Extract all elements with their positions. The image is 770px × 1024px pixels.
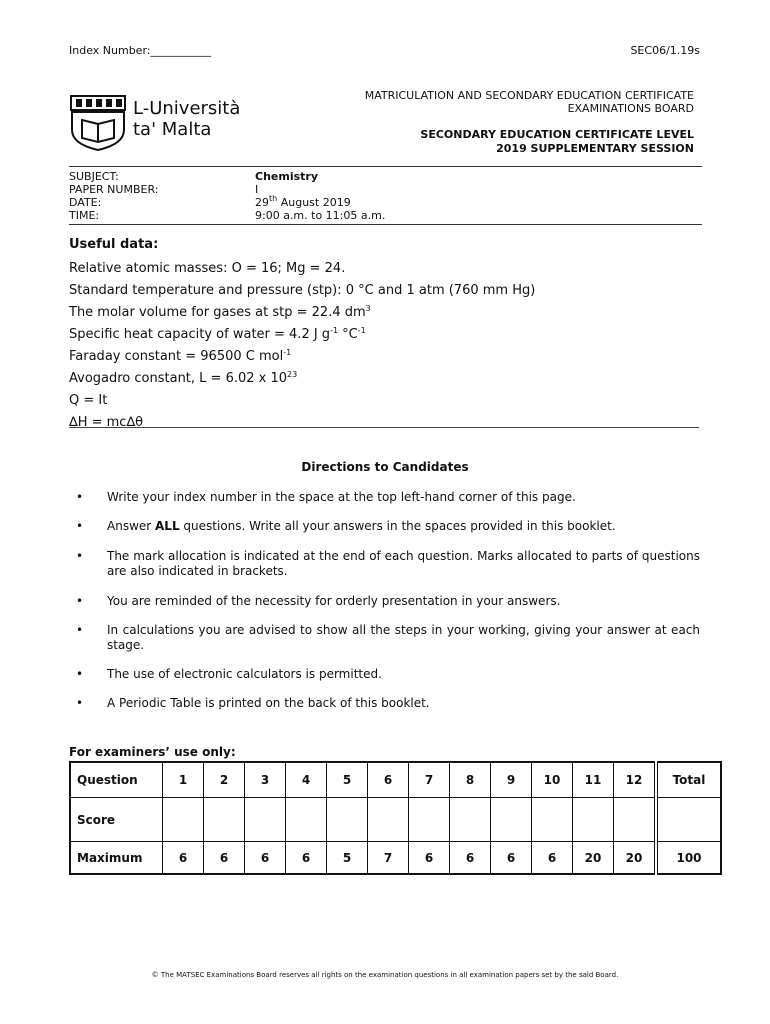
question-number: 9	[491, 762, 532, 798]
date-suffix: th	[269, 194, 278, 203]
university-name	[133, 98, 240, 140]
question-number: 4	[286, 762, 327, 798]
maximum-value: 6	[245, 842, 286, 875]
paper-number-value: I	[255, 183, 259, 196]
copyright-footer: © The MATSEC Examinations Board reserves all rights on the examination questions in all examination papers set by the said Board.	[151, 971, 619, 979]
score-cell	[286, 798, 327, 842]
bullet-7: •	[76, 696, 84, 710]
maximum-label: Maximum	[70, 842, 163, 875]
direction-5: In calculations you are advised to show all the steps in your working, giving your answer at each stage.	[107, 623, 700, 652]
bullet-2: •	[76, 519, 84, 533]
date-value	[255, 196, 351, 209]
maximum-value: 6	[409, 842, 450, 875]
question-number: 3	[245, 762, 286, 798]
score-cell	[245, 798, 286, 842]
score-cell	[368, 798, 409, 842]
maximum-value: 5	[327, 842, 368, 875]
divider-info	[69, 224, 702, 225]
question-number: 2	[204, 762, 245, 798]
score-cell	[327, 798, 368, 842]
question-number: 8	[450, 762, 491, 798]
maximum-row	[70, 842, 721, 875]
score-cell	[450, 798, 491, 842]
question-number: 7	[409, 762, 450, 798]
paper-info	[69, 170, 385, 222]
direction-2: Answer ALL questions. Write all your answers in the spaces provided in this booklet.	[107, 519, 616, 533]
question-number: 1	[163, 762, 204, 798]
maximum-value: 6	[163, 842, 204, 875]
direction-4: You are reminded of the necessity for orderly presentation in your answers.	[107, 594, 561, 608]
maximum-value: 6	[491, 842, 532, 875]
subject-value: Chemistry	[255, 170, 318, 183]
score-row	[70, 798, 721, 842]
question-label: Question	[70, 762, 163, 798]
score-label: Score	[70, 798, 163, 842]
bullet-6: •	[76, 667, 84, 681]
maximum-total: 100	[656, 842, 721, 875]
maximum-value: 6	[450, 842, 491, 875]
level-line: SECONDARY EDUCATION CERTIFICATE LEVEL	[420, 128, 694, 141]
board-name	[294, 89, 694, 115]
score-cell	[573, 798, 614, 842]
maximum-value: 20	[614, 842, 657, 875]
total-label: Total	[656, 762, 721, 798]
university-name-line1: L-Università	[133, 98, 241, 119]
relative-atomic-masses: Relative atomic masses: O = 16; Mg = 24.	[69, 261, 346, 276]
score-cell	[163, 798, 204, 842]
avogadro-constant: Avogadro constant, L = 6.02 x $10^{23}$	[69, 370, 298, 386]
index-number-field: Index Number:___________	[69, 44, 211, 57]
direction-6: The use of electronic calculators is permitted.	[107, 667, 382, 681]
question-number: 12	[614, 762, 657, 798]
session-title	[294, 128, 694, 156]
bullet-3: •	[76, 549, 84, 563]
specific-heat-capacity: Specific heat capacity of water = 4.2 J $g^{-1}$ $^\circ C^{-1}$	[69, 326, 366, 342]
molar-volume: The molar volume for gases at stp = 22.4 $dm^3$	[69, 304, 371, 320]
time-label: TIME:	[69, 209, 100, 222]
charge-equation: Q = It	[69, 393, 108, 408]
question-number: 6	[368, 762, 409, 798]
direction-7: A Periodic Table is printed on the back of this booklet.	[107, 696, 430, 710]
score-cell	[532, 798, 573, 842]
divider-top	[69, 166, 702, 167]
question-row	[70, 762, 721, 798]
useful-data-title: Useful data:	[69, 237, 159, 252]
bullet-4: •	[76, 594, 84, 608]
board-line1: MATRICULATION AND SECONDARY EDUCATION CERTIFICATE	[364, 89, 694, 102]
university-name-line2: ta' Malta	[133, 119, 212, 140]
direction-1: Write your index number in the space at the top left-hand corner of this page.	[107, 490, 576, 504]
subject-label: SUBJECT:	[69, 170, 119, 183]
direction-3: The mark allocation is indicated at the end of each question. Marks allocated to parts of questions are also indicated in brackets.	[107, 549, 700, 578]
stp-line: Standard temperature and pressure (stp): 0 °C and 1 atm (760 mm Hg)	[69, 283, 536, 298]
divider-useful-data	[69, 427, 699, 428]
session-line: 2019 SUPPLEMENTARY SESSION	[496, 142, 694, 155]
score-cell	[204, 798, 245, 842]
score-cell	[491, 798, 532, 842]
score-cell	[409, 798, 450, 842]
maximum-value: 6	[532, 842, 573, 875]
score-cell	[614, 798, 657, 842]
examiners-title: For examiners’ use only:	[69, 745, 236, 759]
paper-number-label: PAPER NUMBER:	[69, 183, 159, 196]
maximum-value: 6	[286, 842, 327, 875]
marks-table	[69, 761, 722, 875]
faraday-constant: Faraday constant = 96500 C mol$^{-1}$	[69, 348, 292, 364]
date-rest: August 2019	[277, 196, 351, 209]
date-label: DATE:	[69, 196, 102, 209]
question-number: 11	[573, 762, 614, 798]
university-crest-icon	[68, 92, 128, 152]
score-total-cell	[656, 798, 721, 842]
question-number: 10	[532, 762, 573, 798]
bullet-5: •	[76, 623, 84, 637]
enthalpy-equation: ∆H = mc∆θ	[69, 415, 144, 430]
time-value: 9:00 a.m. to 11:05 a.m.	[255, 209, 386, 222]
question-number: 5	[327, 762, 368, 798]
maximum-value: 7	[368, 842, 409, 875]
paper-code: SEC06/1.19s	[630, 44, 700, 57]
maximum-value: 20	[573, 842, 614, 875]
bullet-1: •	[76, 490, 84, 504]
directions-title: Directions to Candidates	[301, 460, 469, 474]
board-line2: EXAMINATIONS BOARD	[567, 102, 694, 115]
date-day: 29	[255, 196, 269, 209]
maximum-value: 6	[204, 842, 245, 875]
